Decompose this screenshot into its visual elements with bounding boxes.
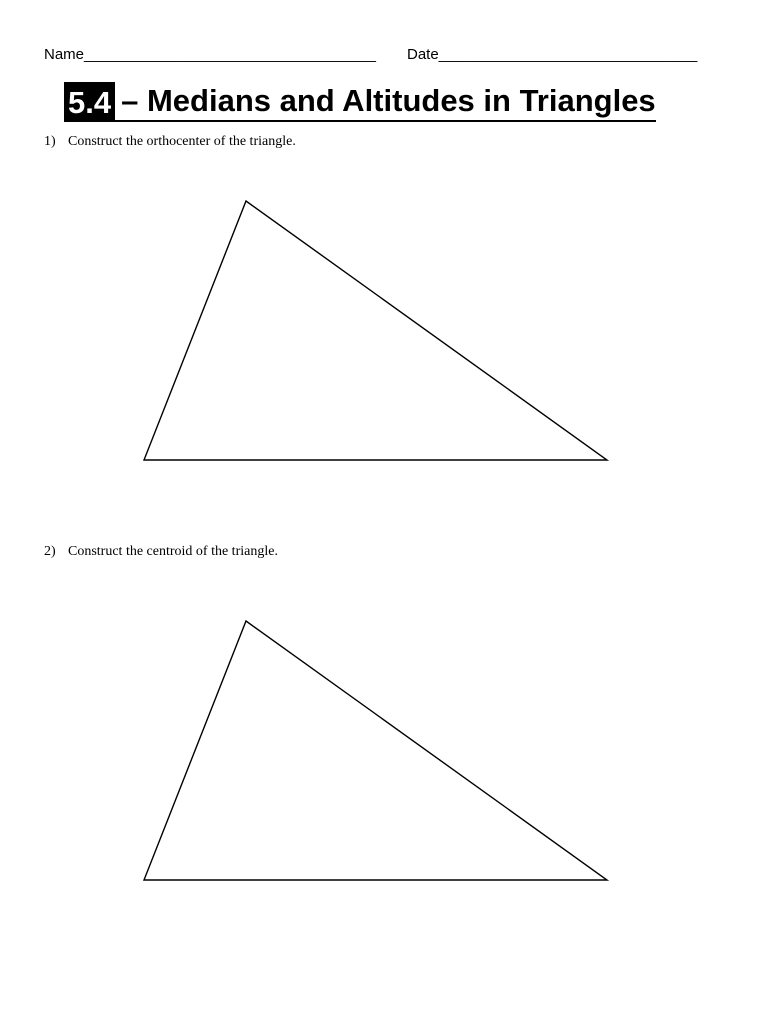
- question-2-text: Construct the centroid of the triangle.: [68, 544, 278, 559]
- name-field-line[interactable]: Name___________________________________: [44, 46, 376, 63]
- question-1-text: Construct the orthocenter of the triangle.: [68, 134, 296, 149]
- section-number-badge: 5.4: [64, 82, 115, 122]
- triangle-figure-2: [0, 610, 770, 910]
- question-2: [44, 544, 278, 560]
- triangle-2-shape: [144, 621, 607, 880]
- date-field-line[interactable]: Date_______________________________: [407, 46, 698, 63]
- question-1-number: 1): [44, 134, 56, 149]
- question-1: [44, 134, 296, 150]
- triangle-1-shape: [144, 201, 607, 460]
- question-2-number: 2): [44, 544, 56, 559]
- section-title-text: – Medians and Altitudes in Triangles: [115, 82, 656, 122]
- page-title: [64, 82, 656, 122]
- triangle-figure-1: [0, 190, 770, 490]
